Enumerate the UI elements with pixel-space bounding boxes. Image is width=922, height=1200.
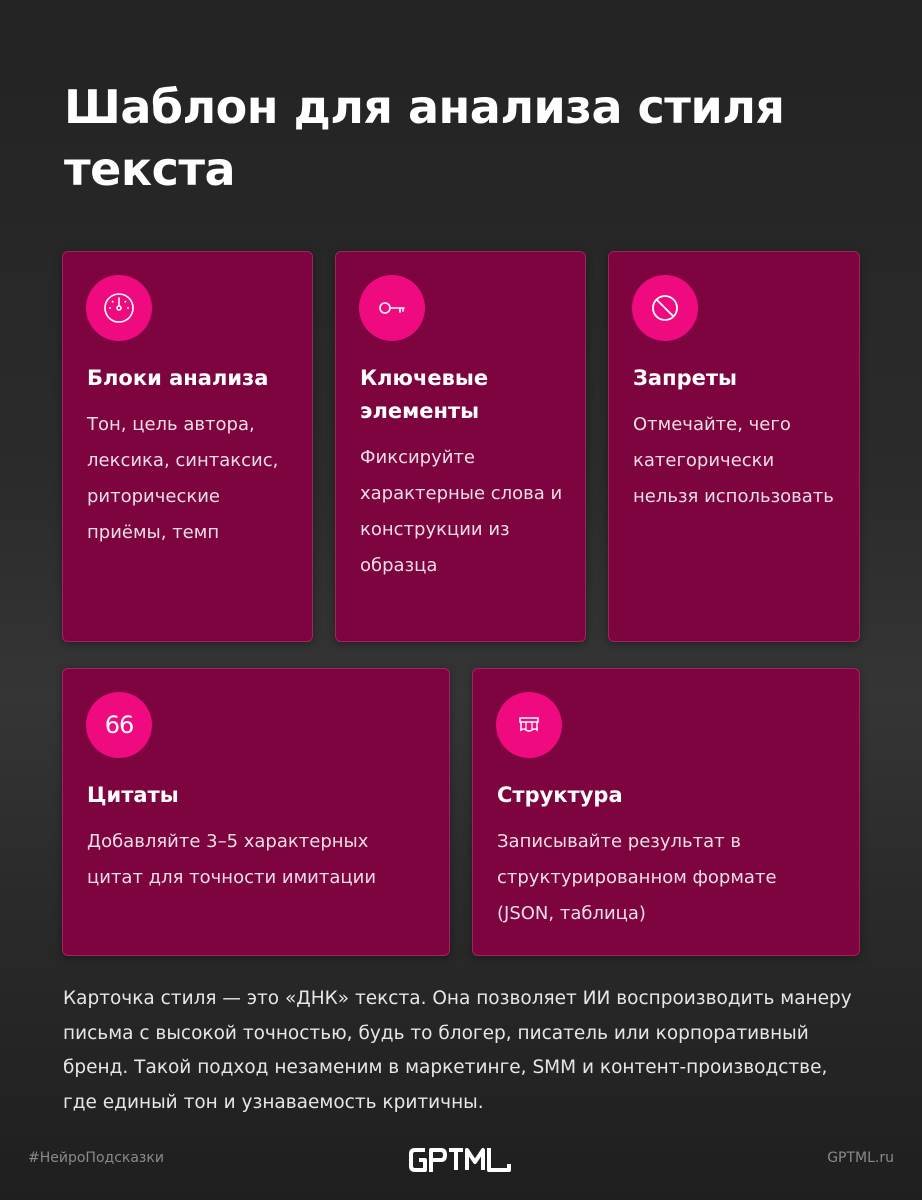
card-title: Ключевые элементы [360,366,489,423]
card-prohibitions [608,251,860,642]
card-title: Структура [497,783,623,807]
card-text: Отмечайте, чего категорически нельзя использовать [633,414,834,507]
card-structure [472,668,860,956]
card-text: Тон, цель автора, лексика, синтаксис, риторические приёмы, темп [87,414,279,543]
card-title: Блоки анализа [87,366,269,390]
site-url: GPTML.ru [827,1150,894,1166]
card-title: Запреты [633,366,738,390]
quote-icon [86,692,152,758]
card-key-elements [335,251,586,642]
page-title: Шаблон для анализа стиля текста [64,80,785,196]
hashtag-label: #НейроПодсказки [28,1150,164,1166]
prohibited-icon [632,275,698,341]
table-icon [496,692,562,758]
gauge-icon [86,275,152,341]
quote-icon-glyph: 66 [104,711,134,739]
card-title: Цитаты [87,783,179,807]
summary-text: Карточка стиля — это «ДНК» текста. Она позволяет ИИ воспроизводить манеру письма с высокой точностью, будь то блогер, писатель или корпоративный бренд. Такой подход незаменим в маркетинге, SMM и контент-производстве, где единый тон и узнаваемость критичны. [63,988,852,1113]
card-quotes [62,668,450,956]
card-text: Записывайте результат в структурированном формате (JSON, таблица) [497,831,777,924]
card-text: Добавляйте 3–5 характерных цитат для точности имитации [87,831,377,888]
gptml-logo [409,1144,515,1176]
key-icon [359,275,425,341]
card-text: Фиксируйте характерные слова и конструкции из образца [360,447,563,576]
card-analysis-blocks [62,251,313,642]
